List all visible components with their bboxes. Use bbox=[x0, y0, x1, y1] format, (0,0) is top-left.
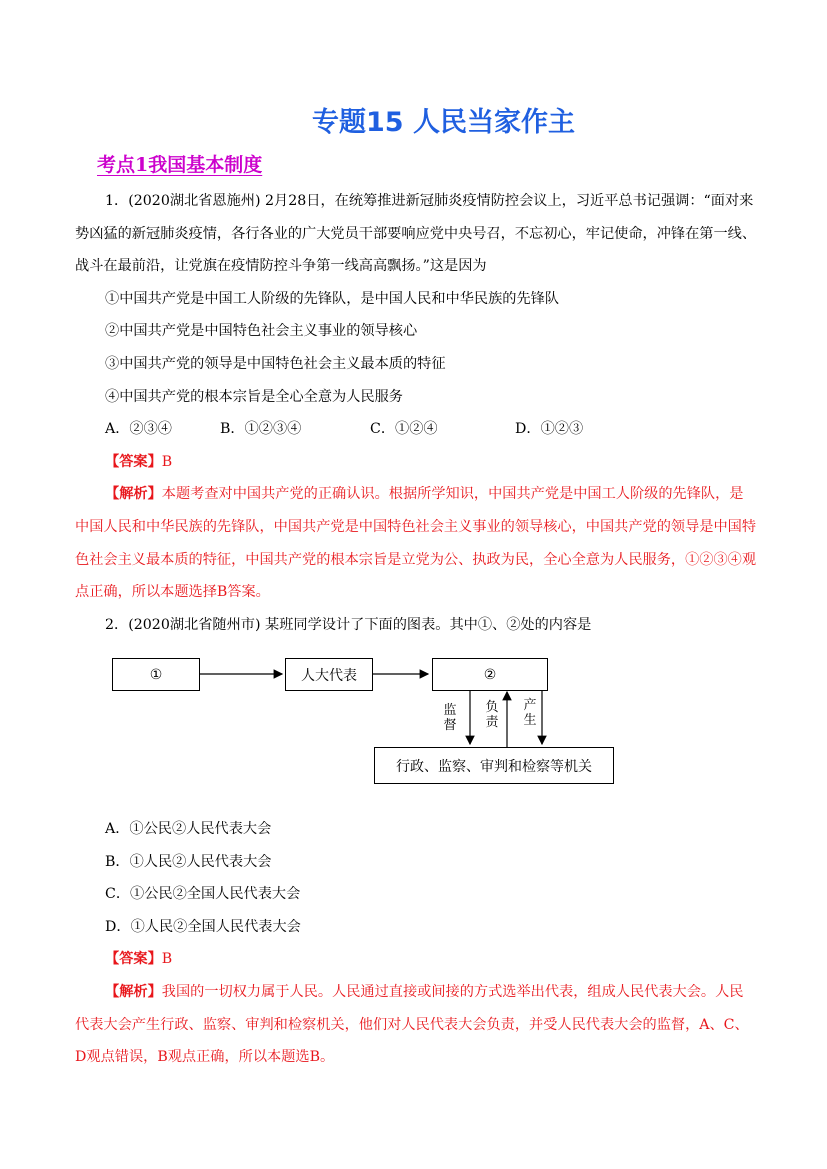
answer-value: B bbox=[161, 453, 173, 470]
label-responsible: 负责 bbox=[485, 700, 499, 730]
question-1-item: ④中国共产党的根本宗旨是全心全意为人民服务 bbox=[105, 388, 403, 405]
question-2 bbox=[75, 813, 757, 1074]
question-1-item: ①中国共产党是中国工人阶级的先锋队，是中国人民和中华民族的先锋队 bbox=[105, 290, 560, 307]
question-1-stem: 1．(2020湖北省恩施州) 2月28日，在统筹推进新冠肺炎疫情防控会议上，习近平总书记强调：“面对来势凶猛的新冠肺炎疫情，各行各业的广大党员干部要响应党中央号召，不忘初心，牢记使命，冲锋在第一线、战斗在最前沿，让党旗在疫情防控斗争第一线高高飘扬。”这是因为 bbox=[75, 193, 757, 275]
question-1-item: ③中国共产党的领导是中国特色社会主义最本质的特征 bbox=[105, 355, 446, 372]
question-2-answer bbox=[75, 943, 757, 976]
analysis-label: 【解析】 bbox=[105, 983, 162, 1000]
question-1 bbox=[75, 185, 757, 641]
box-2: 人大代表 bbox=[285, 658, 373, 691]
question-2-analysis bbox=[75, 976, 757, 1074]
option-b: B．①②③④ bbox=[220, 421, 302, 438]
question-1-item: ②中国共产党是中国特色社会主义事业的领导核心 bbox=[105, 323, 418, 340]
question-1-answer bbox=[75, 446, 757, 479]
analysis-label: 【解析】 bbox=[105, 486, 162, 503]
box-3: ② bbox=[432, 658, 548, 691]
answer-label: 【答案】 bbox=[105, 951, 162, 968]
answer-value: B bbox=[161, 951, 173, 968]
section-heading: 考点1我国基本制度 bbox=[97, 154, 263, 176]
option-c: C．①公民②全国人民代表大会 bbox=[105, 886, 301, 903]
answer-label: 【答案】 bbox=[105, 453, 162, 470]
option-c: C．①②④ bbox=[370, 421, 438, 438]
option-b: B．①人民②人民代表大会 bbox=[105, 853, 272, 870]
option-d: D．①②③ bbox=[515, 421, 584, 438]
option-d: D．①人民②全国人民代表大会 bbox=[105, 918, 301, 935]
page-title: 专题15 人民当家作主 bbox=[312, 107, 575, 138]
box-4: 行政、监察、审判和检察等机关 bbox=[374, 747, 614, 784]
question-2-stem: 2．(2020湖北省随州市) 某班同学设计了下面的图表。其中①、②处的内容是 bbox=[105, 616, 592, 633]
box-1: ① bbox=[112, 658, 200, 691]
label-supervise: 监督 bbox=[443, 703, 457, 733]
option-a: A．①公民②人民代表大会 bbox=[105, 821, 272, 837]
option-a: A．②③④ bbox=[105, 421, 172, 438]
flow-diagram bbox=[110, 655, 620, 790]
question-1-options bbox=[75, 413, 757, 446]
label-produce: 产生 bbox=[523, 698, 537, 728]
question-1-analysis bbox=[75, 478, 757, 608]
analysis-text: 我国的一切权力属于人民。人民通过直接或间接的方式选举出代表，组成人民代表大会。人民代表大会产生行政、监察、审判和检察机关，他们对人民代表大会负责，并受人民代表大会的监督，A、C、D观点错误，B观点正确，所以本题选B。 bbox=[75, 983, 749, 1066]
analysis-text: 本题考查对中国共产党的正确认识。根据所学知识，中国共产党是中国工人阶级的先锋队，是中国人民和中华民族的先锋队，中国共产党是中国特色社会主义事业的领导核心，中国共产党的领导是中国特色社会主义最本质的特征，中国共产党的根本宗旨是立党为公、执政为民，全心全意为人民服务，①②③④观点正确，所以本题选择B答案。 bbox=[75, 486, 757, 601]
